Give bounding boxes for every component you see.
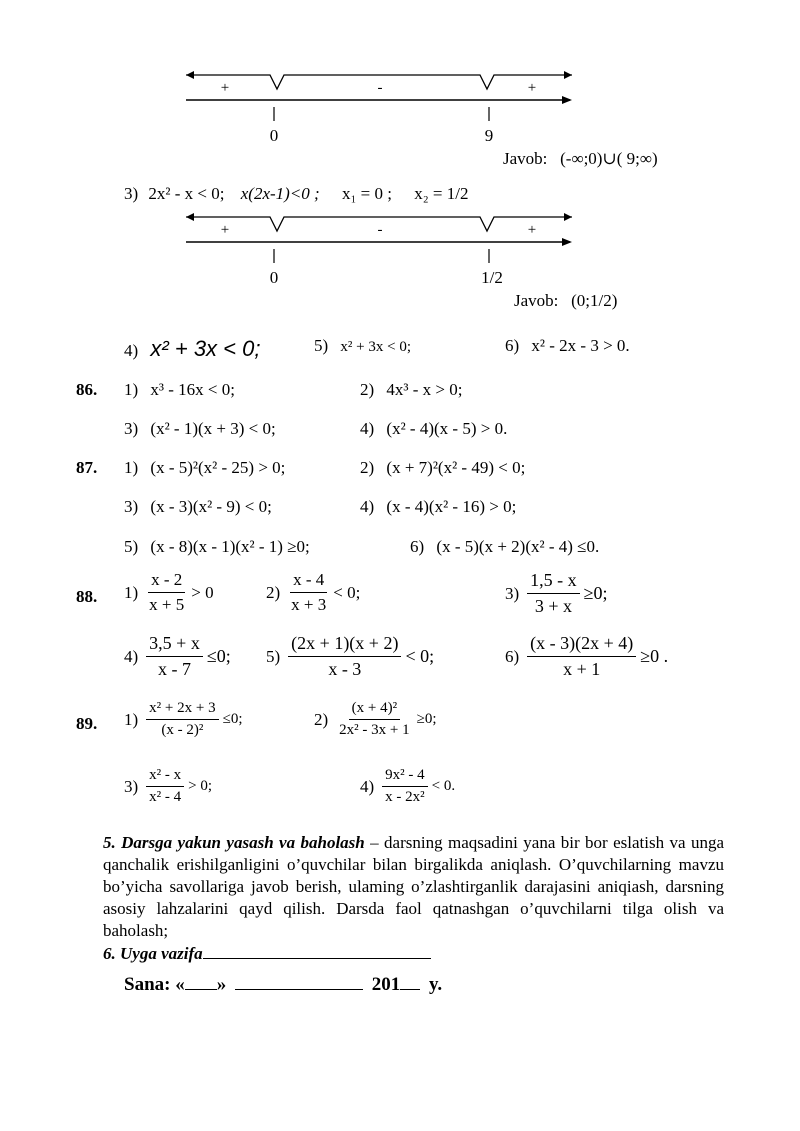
day-blank bbox=[185, 973, 217, 990]
relation: > 0 bbox=[191, 582, 214, 602]
nl1-point-b: 9 bbox=[484, 126, 494, 145]
item-num: 3) bbox=[124, 419, 139, 438]
p88-item-1 bbox=[124, 570, 214, 615]
item-num: 6) bbox=[505, 336, 520, 355]
relation: ≤0; bbox=[206, 646, 231, 666]
fraction bbox=[382, 767, 428, 806]
p87-item-3 bbox=[124, 497, 272, 517]
section-5-text: – darsning maqsadini yana bir bor eslatish va unga qanchalik erishilganligini o’quvchilar bilan birgalikda aniqlash. O’quvchilarning mavzu bo’yicha savollariga javob berish, ulaming o’zlashtirganlik darajasini aniqiash, darsning asosiy lahzalarini qayd qilish. Darsda faol qatnashgan o’quvchilarni tilga olish va baholash; bbox=[103, 833, 724, 940]
denominator: x² - 4 bbox=[149, 789, 182, 805]
row-456-item-6 bbox=[505, 336, 630, 356]
item-num: 2) bbox=[360, 458, 375, 477]
problem-87-label: 87. bbox=[76, 458, 98, 477]
nl2-point-b: 1/2 bbox=[481, 268, 503, 287]
number-line-1 bbox=[180, 65, 580, 155]
item-num: 4) bbox=[360, 419, 375, 438]
problem-88-label: 88. bbox=[76, 587, 98, 606]
homework-blank bbox=[203, 942, 431, 959]
p88-item-3 bbox=[505, 570, 608, 617]
row-456-item-4 bbox=[124, 336, 260, 362]
item-expr: x² + 3x < 0; bbox=[150, 336, 261, 361]
answer-2 bbox=[514, 291, 617, 311]
p89-item-3 bbox=[124, 767, 212, 806]
denominator: x - 2x² bbox=[385, 789, 425, 805]
numerator: (2x + 1)(x + 2) bbox=[288, 633, 401, 657]
item-num: 2) bbox=[360, 380, 375, 399]
item-num: 3) bbox=[505, 583, 520, 603]
fraction bbox=[146, 570, 187, 615]
item-3-root1: x₁ = 0 ; bbox=[341, 184, 392, 203]
answer-2-value: (0;1/2) bbox=[571, 291, 618, 310]
item-num: 4) bbox=[360, 497, 375, 516]
item-num: 2) bbox=[266, 582, 281, 602]
p88-item-2 bbox=[266, 570, 360, 615]
problem-86-label: 86. bbox=[76, 380, 98, 399]
row-456-item-5 bbox=[314, 336, 411, 356]
item-expr: (x - 8)(x - 1)(x² - 1) ≥0; bbox=[150, 537, 310, 556]
item-3-factored: x(2x-1)<0 ; bbox=[240, 184, 320, 203]
item-expr: x² + 3x < 0; bbox=[340, 339, 412, 355]
numerator: (x + 4)² bbox=[349, 700, 400, 720]
relation: ≥0; bbox=[416, 711, 437, 727]
relation: < 0; bbox=[405, 646, 435, 666]
section-5-heading: 5. Darsga yakun yasash va baholash bbox=[103, 833, 365, 852]
date-line bbox=[124, 973, 442, 996]
p89-item-1 bbox=[124, 700, 243, 739]
item-num: 1) bbox=[124, 458, 139, 477]
nl1-right-sign: + bbox=[527, 80, 537, 96]
section-5-paragraph bbox=[103, 832, 724, 942]
item-3-row bbox=[124, 184, 468, 204]
item-num: 4) bbox=[124, 646, 139, 666]
item-num: 1) bbox=[124, 582, 139, 602]
p89-item-2 bbox=[314, 700, 437, 739]
item-num: 5) bbox=[314, 336, 329, 355]
nl2-mid-sign: - bbox=[377, 222, 383, 238]
month-blank bbox=[235, 973, 363, 990]
p86-item-3 bbox=[124, 419, 276, 439]
p86-item-4 bbox=[360, 419, 507, 439]
year-prefix: 201 bbox=[371, 974, 401, 995]
numerator: x - 4 bbox=[290, 570, 327, 593]
p87-item-6 bbox=[410, 537, 599, 557]
item-num: 5) bbox=[124, 537, 139, 556]
nl1-left-sign: + bbox=[220, 80, 230, 96]
section-6 bbox=[103, 942, 431, 964]
denominator: x + 5 bbox=[149, 595, 185, 614]
item-num: 5) bbox=[266, 646, 281, 666]
item-expr: (x + 7)²(x² - 49) < 0; bbox=[386, 458, 526, 477]
item-num: 6) bbox=[410, 537, 425, 556]
numerator: 3,5 + x bbox=[146, 633, 203, 657]
date-quote-close: » bbox=[216, 974, 227, 995]
denominator: x - 7 bbox=[158, 659, 191, 679]
relation: > 0; bbox=[188, 778, 213, 794]
fraction bbox=[146, 633, 203, 680]
relation: ≥0; bbox=[583, 583, 608, 603]
fraction bbox=[146, 767, 184, 806]
item-3-root2: x₂ = 1/2 bbox=[414, 184, 469, 203]
fraction bbox=[336, 700, 412, 739]
fraction bbox=[288, 570, 329, 615]
problem-89-label: 89. bbox=[76, 714, 98, 733]
nl1-mid-sign: - bbox=[377, 80, 383, 96]
item-num: 6) bbox=[505, 646, 520, 666]
p88-item-5 bbox=[266, 633, 434, 680]
year-blank bbox=[400, 973, 420, 990]
denominator: x + 3 bbox=[291, 595, 327, 614]
denominator: x - 3 bbox=[328, 659, 362, 679]
item-num: 3) bbox=[124, 776, 139, 796]
denominator: (x - 2)² bbox=[161, 722, 204, 738]
item-num: 2) bbox=[314, 709, 329, 729]
item-3-num: 3) bbox=[124, 184, 139, 203]
numerator: x² + 2x + 3 bbox=[146, 700, 218, 720]
p88-item-6 bbox=[505, 633, 668, 680]
p86-item-2 bbox=[360, 380, 463, 400]
numerator: 9x² - 4 bbox=[382, 767, 428, 787]
fraction bbox=[527, 570, 580, 617]
fraction bbox=[527, 633, 636, 680]
numerator: x - 2 bbox=[148, 570, 185, 593]
item-expr: (x² - 4)(x - 5) > 0. bbox=[386, 419, 508, 438]
numerator: 1,5 - x bbox=[527, 570, 580, 594]
nl1-point-a: 0 bbox=[269, 126, 279, 145]
p89-item-4 bbox=[360, 767, 455, 806]
item-expr: x² - 2x - 3 > 0. bbox=[531, 336, 630, 355]
fraction bbox=[146, 700, 218, 739]
p87-item-2 bbox=[360, 458, 525, 478]
item-expr: x³ - 16x < 0; bbox=[150, 380, 235, 399]
numerator: x² - x bbox=[146, 767, 184, 787]
nl2-left-sign: + bbox=[220, 222, 230, 238]
item-num: 4) bbox=[360, 776, 375, 796]
relation: < 0. bbox=[431, 778, 456, 794]
item-num: 1) bbox=[124, 709, 139, 729]
denominator: 3 + x bbox=[534, 596, 572, 616]
section-6-heading: 6. Uyga vazifa bbox=[103, 944, 203, 963]
item-num: 3) bbox=[124, 497, 139, 516]
item-expr: 4x³ - x > 0; bbox=[386, 380, 463, 399]
numerator: (x - 3)(2x + 4) bbox=[527, 633, 636, 657]
answer-1 bbox=[503, 149, 658, 169]
item-num: 4) bbox=[124, 341, 139, 360]
item-expr: (x² - 1)(x + 3) < 0; bbox=[150, 419, 276, 438]
date-label: Sana: « bbox=[124, 974, 185, 995]
answer-1-label: Javob: bbox=[503, 149, 548, 168]
relation: ≤0; bbox=[222, 711, 243, 727]
p87-item-4 bbox=[360, 497, 516, 517]
nl2-point-a: 0 bbox=[269, 268, 279, 287]
item-3-inequality: 2x² - x < 0; bbox=[148, 184, 225, 203]
fraction bbox=[288, 633, 401, 680]
year-suffix: y. bbox=[428, 974, 443, 995]
item-expr: (x - 5)(x + 2)(x² - 4) ≤0. bbox=[436, 537, 600, 556]
p87-item-5 bbox=[124, 537, 310, 557]
answer-2-label: Javob: bbox=[514, 291, 559, 310]
item-expr: (x - 5)²(x² - 25) > 0; bbox=[150, 458, 286, 477]
nl2-right-sign: + bbox=[527, 222, 537, 238]
p88-item-4 bbox=[124, 633, 231, 680]
answer-1-value: (-∞;0)∪( 9;∞) bbox=[560, 149, 658, 168]
p87-item-1 bbox=[124, 458, 285, 478]
item-num: 1) bbox=[124, 380, 139, 399]
denominator: 2x² - 3x + 1 bbox=[339, 722, 410, 738]
item-expr: (x - 4)(x² - 16) > 0; bbox=[386, 497, 517, 516]
relation: < 0; bbox=[333, 582, 361, 602]
number-line-2 bbox=[180, 207, 580, 297]
p86-item-1 bbox=[124, 380, 235, 400]
item-expr: (x - 3)(x² - 9) < 0; bbox=[150, 497, 272, 516]
relation: ≥0 . bbox=[640, 646, 669, 666]
denominator: x + 1 bbox=[563, 659, 601, 679]
